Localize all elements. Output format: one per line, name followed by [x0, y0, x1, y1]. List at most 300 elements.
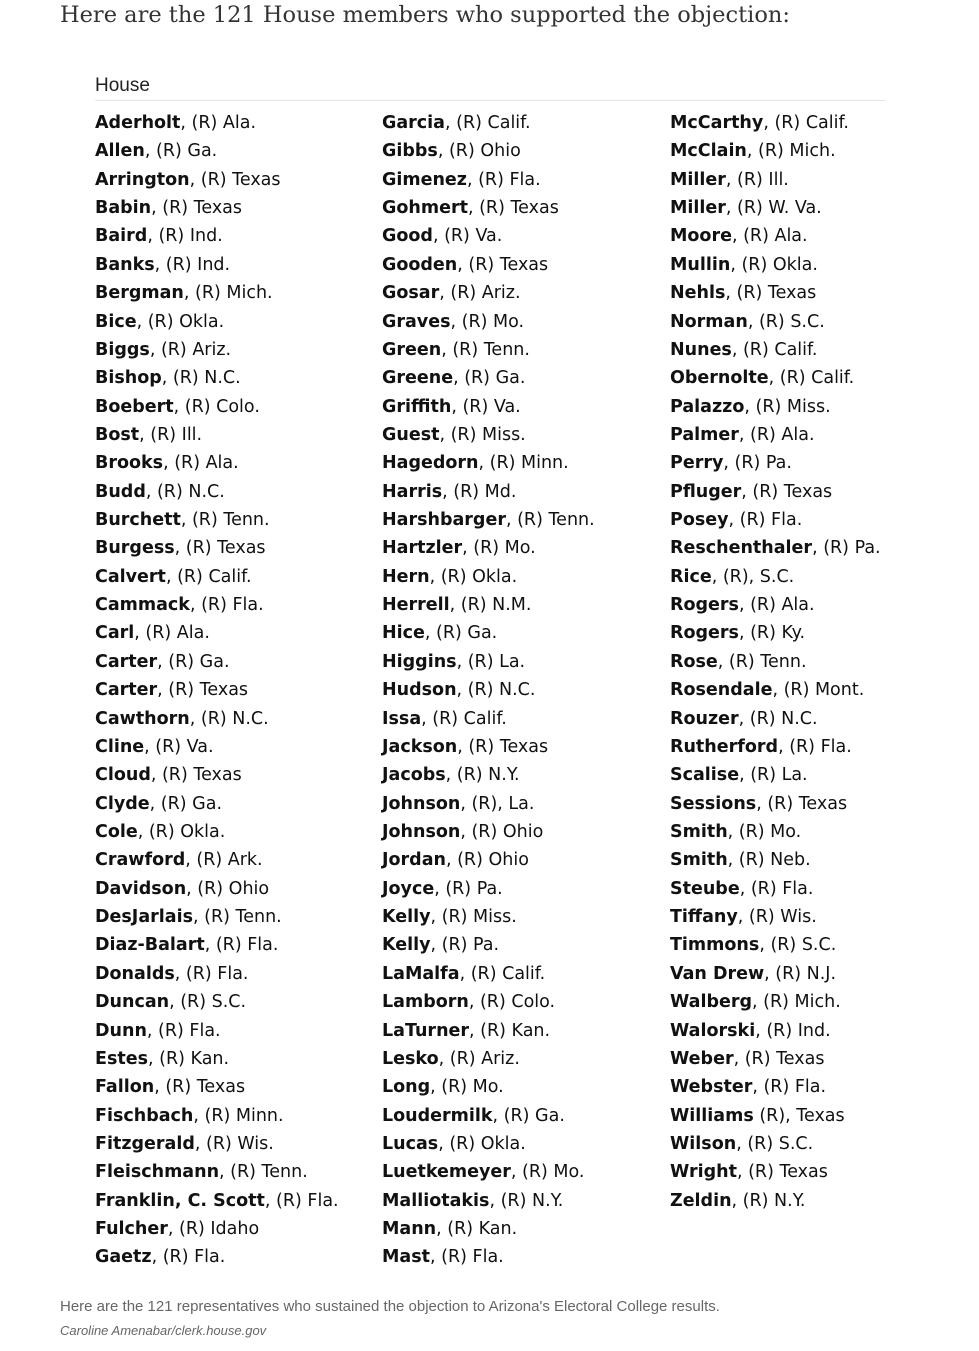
member-entry [95, 534, 339, 562]
member-name: Hagedorn [382, 453, 479, 474]
member-entry [382, 931, 595, 959]
member-party-state: , (R) Colo. [468, 992, 556, 1013]
member-party-state: , (R) N.C. [738, 708, 818, 729]
member-name: Issa [382, 708, 422, 729]
member-party-state: , (R) Texas [154, 1077, 246, 1098]
member-name: Gibbs [382, 141, 438, 162]
member-name: Cline [95, 736, 145, 757]
member-entry [95, 251, 339, 279]
member-name: Pfluger [670, 481, 742, 502]
member-entry [670, 137, 881, 165]
member-party-state: , (R) Calif. [768, 368, 855, 389]
member-party-state: , (R) Texas [174, 538, 266, 559]
member-name: Dunn [95, 1020, 147, 1041]
member-name: Posey [670, 510, 729, 531]
member-name: Estes [95, 1048, 149, 1069]
member-entry [95, 222, 339, 250]
member-party-state: , (R) Fla. [264, 1190, 339, 1211]
member-party-state: , (R) Md. [442, 481, 517, 502]
member-entry [95, 336, 339, 364]
member-party-state: , (R) Ariz. [438, 1048, 520, 1069]
member-entry [670, 1045, 881, 1073]
member-party-state: , (R) Fla. [174, 963, 249, 984]
member-party-state: , (R) Texas [741, 481, 833, 502]
member-party-state: , (R) Ala. [163, 453, 239, 474]
member-name: Palmer [670, 424, 739, 445]
member-party-state: , (R) Fla. [778, 736, 852, 757]
member-name: Walberg [670, 992, 753, 1013]
member-name: Herrell [382, 595, 450, 616]
member-entry [382, 251, 595, 279]
member-party-state: , (R) Mo. [430, 1077, 504, 1098]
member-name: Obernolte [670, 368, 769, 389]
member-party-state: , (R) Ga. [492, 1105, 565, 1126]
member-name: Allen [95, 141, 145, 162]
member-party-state: , (R) N.C. [161, 368, 241, 389]
member-entry [382, 1243, 595, 1271]
member-name: Weber [670, 1048, 734, 1069]
member-name: Nunes [670, 339, 732, 360]
member-party-state: , (R) Ga. [149, 793, 223, 814]
member-party-state: , (R) Ariz. [439, 283, 521, 304]
member-party-state: , (R) N.Y. [445, 765, 520, 786]
member-party-state: , (R) Fla. [466, 169, 541, 190]
member-name: Norman [670, 311, 748, 332]
member-party-state: , (R) Tenn. [717, 651, 807, 672]
member-entry [670, 364, 881, 392]
member-name: Fulcher [95, 1219, 168, 1240]
member-party-state: , (R) Ala. [738, 424, 815, 445]
member-name: Van Drew [670, 963, 765, 984]
member-party-state: , (R) Pa. [812, 538, 881, 559]
member-entry [382, 676, 595, 704]
member-entry [670, 903, 881, 931]
member-name: Green [382, 339, 442, 360]
member-party-state: , (R) Ohio [186, 878, 270, 899]
member-name: Jacobs [382, 765, 446, 786]
member-entry [382, 1045, 595, 1073]
member-name: Miller [670, 169, 726, 190]
member-entry [95, 676, 339, 704]
member-name: Malliotakis [382, 1190, 490, 1211]
member-name: Griffith [382, 396, 452, 417]
member-entry [382, 336, 595, 364]
member-name: Diaz-Balart [95, 935, 205, 956]
member-entry [382, 109, 595, 137]
member-name: Banks [95, 254, 155, 275]
member-name: Rutherford [670, 736, 779, 757]
member-entry [95, 137, 339, 165]
member-party-state: , (R) Ga. [157, 651, 230, 672]
member-entry [670, 194, 881, 222]
members-column-2 [382, 109, 595, 1272]
member-entry [382, 563, 595, 591]
member-party-state: , (R) Fla. [430, 1247, 504, 1268]
member-entry [382, 733, 595, 761]
member-entry [670, 931, 881, 959]
member-name: Cole [95, 821, 138, 842]
member-party-state: , (R) Ga. [424, 623, 498, 644]
member-name: Lucas [382, 1133, 439, 1154]
member-party-state: , (R) Tenn. [193, 907, 282, 928]
member-name: Higgins [382, 651, 457, 672]
member-party-state: , (R) Texas [457, 254, 549, 275]
member-party-state: , (R) Tenn. [505, 510, 595, 531]
member-entry [382, 875, 595, 903]
member-name: Brooks [95, 453, 164, 474]
member-entry [670, 1130, 881, 1158]
member-party-state: , (R) Ind. [147, 226, 223, 247]
member-party-state: , (R) Ark. [185, 850, 263, 871]
member-entry [670, 336, 881, 364]
member-entry [670, 648, 881, 676]
member-party-state: , (R) S.C. [169, 992, 247, 1013]
member-party-state: , (R) Texas [467, 198, 559, 219]
member-entry [670, 676, 881, 704]
member-name: Perry [670, 453, 724, 474]
member-entry [95, 1158, 339, 1186]
member-entry [382, 1130, 595, 1158]
image-caption: Here are the 121 representatives who sustained the objection to Arizona's Electoral College results. [60, 1298, 720, 1315]
member-name: Gooden [382, 254, 458, 275]
member-entry [95, 1243, 339, 1271]
member-name: Bishop [95, 368, 162, 389]
member-name: Moore [670, 226, 732, 247]
member-entry [95, 903, 339, 931]
member-entry [670, 960, 881, 988]
member-entry [95, 648, 339, 676]
member-party-state: , (R) Fla. [728, 510, 803, 531]
member-party-state: , (R) Mich. [183, 283, 273, 304]
member-entry [382, 449, 595, 477]
member-entry [95, 931, 339, 959]
member-party-state: , (R) Pa. [434, 878, 503, 899]
member-entry [382, 478, 595, 506]
member-party-state: , (R) Okla. [429, 566, 518, 587]
member-entry [95, 1073, 339, 1101]
member-name: Mast [382, 1247, 431, 1268]
member-party-state: , (R) Calif. [459, 963, 546, 984]
member-name: Fleischmann [95, 1162, 220, 1183]
member-name: Hern [382, 566, 430, 587]
member-party-state: , (R) Fla. [739, 878, 814, 899]
member-party-state: , (R) Calif. [445, 113, 531, 133]
member-name: Jackson [382, 736, 458, 757]
member-party-state: , (R) Pa. [723, 453, 792, 474]
member-entry [95, 506, 339, 534]
member-name: Donalds [95, 963, 175, 984]
member-party-state: , (R) N.Y. [731, 1190, 806, 1211]
member-entry [95, 1045, 339, 1073]
member-entry [382, 137, 595, 165]
member-party-state: , (R), La. [460, 793, 535, 814]
member-name: Cawthorn [95, 708, 190, 729]
member-party-state: , (R) Texas [736, 1162, 828, 1183]
member-party-state: , (R) Miss. [744, 396, 831, 417]
member-party-state: (R), Texas [753, 1105, 845, 1126]
member-party-state: , (R) Texas [457, 736, 549, 757]
member-name: Greene [382, 368, 454, 389]
member-party-state: , (R) Fla. [146, 1020, 221, 1041]
member-entry [95, 364, 339, 392]
member-entry [382, 1215, 595, 1243]
member-party-state: , (R), S.C. [711, 566, 795, 587]
member-entry [382, 1158, 595, 1186]
member-entry [670, 166, 881, 194]
member-entry [670, 1017, 881, 1045]
member-party-state: , (R) Colo. [173, 396, 260, 417]
member-party-state: , (R) N.Y. [489, 1190, 564, 1211]
member-name: Lesko [382, 1048, 439, 1069]
member-entry [382, 308, 595, 336]
member-party-state: , (R) N.C. [189, 708, 269, 729]
member-party-state: , (R) Fla. [204, 935, 279, 956]
member-name: Gosar [382, 283, 440, 304]
member-name: Hudson [382, 680, 457, 701]
member-entry [670, 1073, 881, 1101]
member-name: Bice [95, 311, 137, 332]
divider [95, 100, 885, 101]
member-name: McCarthy [670, 113, 764, 133]
member-entry [382, 279, 595, 307]
member-name: Carter [95, 680, 158, 701]
member-party-state: , (R) Mo. [510, 1162, 585, 1183]
member-party-state: , (R) Ala. [731, 226, 808, 247]
member-entry [670, 875, 881, 903]
member-name: Joyce [382, 878, 435, 899]
member-party-state: , (R) Ala. [738, 595, 815, 616]
member-party-state: , (R) Kan. [469, 1020, 551, 1041]
member-party-state: , (R) Okla. [136, 311, 225, 332]
member-name: Rouzer [670, 708, 739, 729]
member-name: Cloud [95, 765, 151, 786]
member-entry [95, 1130, 339, 1158]
member-party-state: , (R) Ga. [453, 368, 526, 389]
member-entry [95, 790, 339, 818]
member-name: Duncan [95, 992, 170, 1013]
member-party-state: , (R) Calif. [165, 566, 252, 587]
member-entry [670, 478, 881, 506]
member-party-state: , (R) Kan. [148, 1048, 230, 1069]
member-party-state: , (R) Mo. [450, 311, 525, 332]
member-name: Jordan [382, 850, 446, 871]
member-name: Steube [670, 878, 740, 899]
member-entry [95, 449, 339, 477]
member-name: Carl [95, 623, 135, 644]
member-party-state: , (R) Ind. [755, 1020, 831, 1041]
member-party-state: , (R) Ind. [154, 254, 231, 275]
member-name: Carter [95, 651, 158, 672]
member-entry [95, 279, 339, 307]
member-entry [382, 1017, 595, 1045]
member-name: Long [382, 1077, 431, 1098]
member-entry [95, 818, 339, 846]
member-entry [382, 903, 595, 931]
member-party-state: , (R) Miss. [439, 424, 526, 445]
member-name: Scalise [670, 765, 740, 786]
member-entry [670, 761, 881, 789]
member-party-state: , (R) Texas [733, 1048, 825, 1069]
member-entry [95, 393, 339, 421]
member-name: Tiffany [670, 907, 738, 928]
member-party-state: , (R) Neb. [727, 850, 811, 871]
member-entry [670, 705, 881, 733]
member-entry [670, 393, 881, 421]
member-party-state: , (R) La. [739, 765, 808, 786]
member-entry [95, 591, 339, 619]
members-graphic [95, 72, 885, 1268]
member-party-state: , (R) S.C. [759, 935, 837, 956]
member-party-state: , (R) Miss. [430, 907, 517, 928]
member-entry [382, 506, 595, 534]
member-entry [670, 1187, 881, 1215]
member-entry [95, 421, 339, 449]
member-party-state: , (R) Ariz. [149, 339, 232, 360]
member-name: Cammack [95, 595, 190, 616]
member-party-state: , (R) Ohio [437, 141, 521, 162]
member-name: Timmons [670, 935, 760, 956]
member-name: Johnson [382, 821, 461, 842]
member-entry [670, 790, 881, 818]
member-party-state: , (R) Ala. [180, 113, 257, 133]
member-entry [670, 1158, 881, 1186]
member-name: Rogers [670, 595, 739, 616]
member-party-state: , (R) Minn. [478, 453, 569, 474]
member-entry [95, 761, 339, 789]
member-party-state: , (R) Wis. [194, 1133, 274, 1154]
member-party-state: , (R) Fla. [189, 595, 264, 616]
member-name: LaTurner [382, 1020, 470, 1041]
member-name: Bost [95, 424, 140, 445]
member-entry [382, 705, 595, 733]
member-entry [95, 705, 339, 733]
member-name: Boebert [95, 396, 174, 417]
member-entry [382, 1073, 595, 1101]
member-entry [670, 308, 881, 336]
member-name: Burgess [95, 538, 175, 559]
member-entry [382, 988, 595, 1016]
member-entry [382, 761, 595, 789]
member-name: Hartzler [382, 538, 463, 559]
member-party-state: , (R) Texas [151, 198, 243, 219]
member-party-state: , (R) Ky. [738, 623, 806, 644]
member-entry [670, 534, 881, 562]
member-entry [382, 960, 595, 988]
member-entry [382, 194, 595, 222]
member-party-state: , (R) Kan. [436, 1219, 518, 1240]
member-party-state: , (R) Okla. [137, 821, 226, 842]
member-entry [670, 818, 881, 846]
member-party-state: , (R) Calif. [731, 339, 818, 360]
member-entry [670, 733, 881, 761]
member-name: Bergman [95, 283, 184, 304]
member-name: Rogers [670, 623, 739, 644]
member-name: McClain [670, 141, 747, 162]
member-name: Kelly [382, 935, 431, 956]
member-party-state: , (R) Mo. [727, 821, 802, 842]
member-name: Webster [670, 1077, 753, 1098]
member-name: Garcia [382, 113, 445, 133]
member-name: Good [382, 226, 433, 247]
member-party-state: , (R) S.C. [736, 1133, 814, 1154]
member-entry [382, 364, 595, 392]
member-entry [670, 988, 881, 1016]
member-name: Guest [382, 424, 440, 445]
member-party-state: , (R) N.J. [764, 963, 837, 984]
member-party-state: , (R) Wis. [737, 907, 817, 928]
member-entry [670, 1102, 881, 1130]
member-party-state: , (R) N.C. [145, 481, 225, 502]
member-entry [95, 194, 339, 222]
member-name: Graves [382, 311, 451, 332]
member-entry [670, 109, 881, 137]
member-name: Mann [382, 1219, 437, 1240]
member-entry [670, 619, 881, 647]
member-party-state: , (R) N.M. [449, 595, 532, 616]
member-party-state: , (R) Mich. [746, 141, 836, 162]
member-name: Burchett [95, 510, 181, 531]
member-entry [670, 251, 881, 279]
member-entry [382, 818, 595, 846]
member-entry [670, 279, 881, 307]
member-name: Harris [382, 481, 443, 502]
member-name: Biggs [95, 339, 150, 360]
member-name: Aderholt [95, 113, 181, 133]
member-party-state: , (R) Texas [189, 169, 281, 190]
member-party-state: , (R) Ala. [134, 623, 210, 644]
member-name: Rice [670, 566, 712, 587]
member-party-state: , (R) Va. [432, 226, 503, 247]
member-entry [95, 846, 339, 874]
member-entry [382, 1187, 595, 1215]
member-party-state: , (R) Va. [144, 736, 214, 757]
member-name: Reschenthaler [670, 538, 813, 559]
member-name: Arrington [95, 169, 190, 190]
member-name: LaMalfa [382, 963, 460, 984]
member-entry [382, 846, 595, 874]
member-party-state: , (R) Okla. [438, 1133, 526, 1154]
member-party-state: , (R) Texas [157, 680, 249, 701]
member-name: Fitzgerald [95, 1133, 195, 1154]
member-name: Baird [95, 226, 148, 247]
member-name: Crawford [95, 850, 186, 871]
member-entry [382, 619, 595, 647]
member-entry [95, 619, 339, 647]
member-name: Walorski [670, 1020, 756, 1041]
member-party-state: , (R) Ill. [725, 169, 789, 190]
member-party-state: , (R) Mo. [462, 538, 536, 559]
member-name: Fischbach [95, 1105, 194, 1126]
image-credit: Caroline Amenabar/clerk.house.gov [60, 1323, 267, 1338]
section-label: House [95, 75, 150, 96]
member-entry [95, 733, 339, 761]
member-name: Johnson [382, 793, 461, 814]
member-name: Wilson [670, 1133, 737, 1154]
member-entry [670, 421, 881, 449]
member-name: Clyde [95, 793, 150, 814]
member-party-state: , (R) Fla. [752, 1077, 827, 1098]
member-entry [95, 563, 339, 591]
member-party-state: , (R) N.C. [456, 680, 536, 701]
member-name: Gohmert [382, 198, 468, 219]
member-entry [382, 1102, 595, 1130]
member-party-state: , (R) Ill. [139, 424, 203, 445]
member-party-state: , (R) Ohio [445, 850, 529, 871]
member-name: DesJarlais [95, 907, 193, 928]
member-party-state: , (R) Okla. [730, 254, 818, 275]
member-entry [95, 1187, 339, 1215]
member-name: Davidson [95, 878, 187, 899]
